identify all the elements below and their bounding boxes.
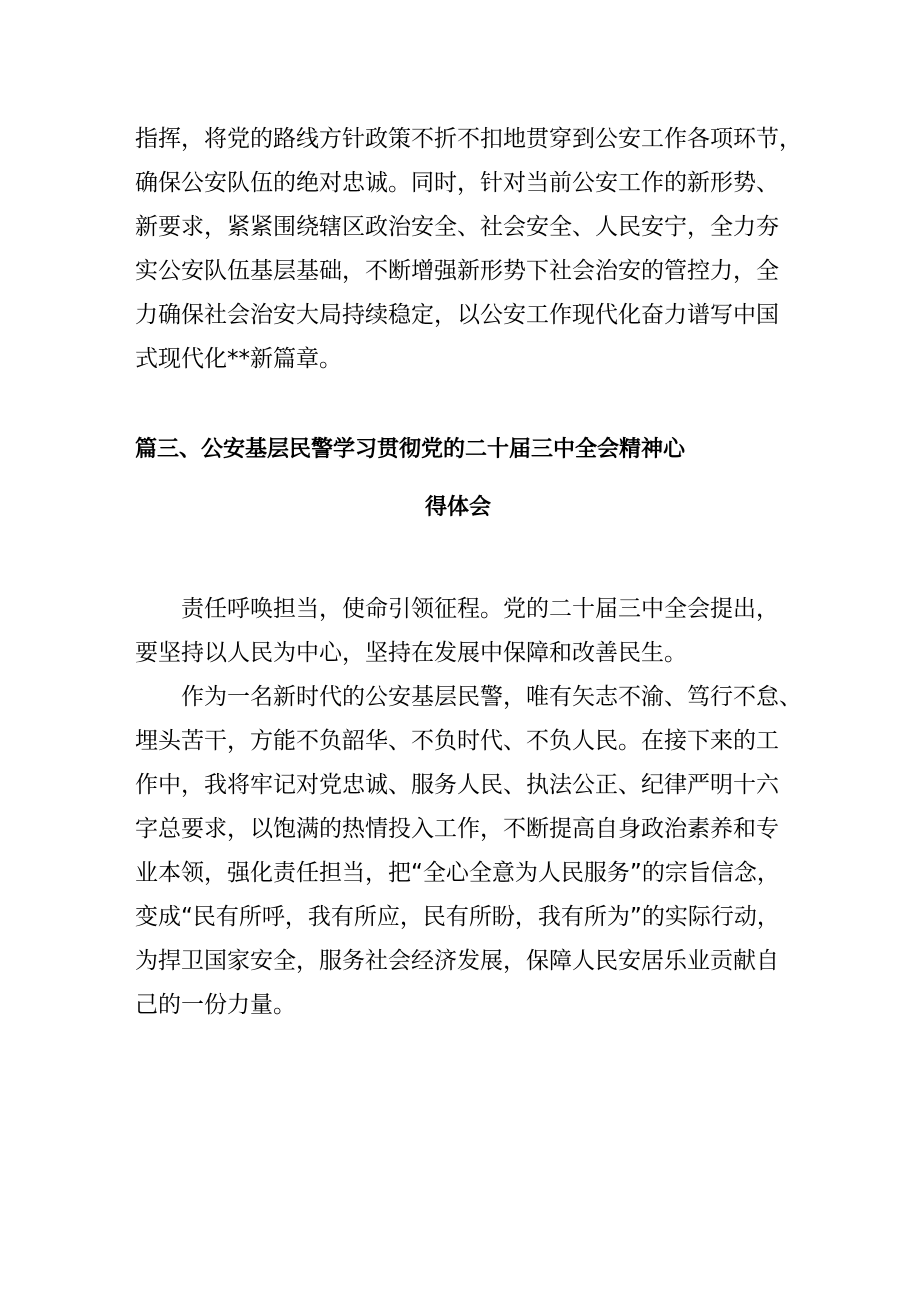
- text-line: 确保公安队伍的绝对忠诚。同时，针对当前公安工作的新形势、: [135, 170, 779, 196]
- text-line: 作为一名新时代的公安基层民警，唯有矢志不渝、笃行不怠、: [181, 684, 802, 710]
- text-line: 责任呼唤担当，使命引领征程。党的二十届三中全会提出，: [181, 596, 779, 622]
- text-line: 实公安队伍基层基础，不断增强新形势下社会治安的管控力，全: [135, 258, 779, 284]
- text-line: 力确保社会治安大局持续稳定，以公安工作现代化奋力谱写中国: [135, 302, 779, 328]
- text-line: 字总要求，以饱满的热情投入工作，不断提高自身政治素养和专: [135, 816, 779, 842]
- section-heading-line2: 得体会: [425, 495, 492, 520]
- text-line: 要坚持以人民为中心，坚持在发展中保障和改善民生。: [135, 640, 687, 666]
- text-line: 业本领，强化责任担当，把“全心全意为人民服务”的宗旨信念，: [135, 860, 780, 886]
- section-heading-line1: 篇三、公安基层民警学习贯彻党的二十届三中全会精神心: [135, 437, 686, 462]
- text-line: 指挥，将党的路线方针政策不折不扣地贯穿到公安工作各项环节，: [135, 126, 802, 152]
- text-line: 式现代化**新篇章。: [135, 346, 342, 372]
- text-line: 己的一份力量。: [135, 992, 296, 1018]
- text-line: 为捍卫国家安全，服务社会经济发展，保障人民安居乐业贡献自: [135, 948, 779, 974]
- text-line: 埋头苦干，方能不负韶华、不负时代、不负人民。在接下来的工: [135, 728, 779, 754]
- text-line: 变成“民有所呼，我有所应，民有所盼，我有所为”的实际行动，: [135, 904, 780, 930]
- text-line: 新要求，紧紧围绕辖区政治安全、社会安全、人民安宁，全力夯: [135, 214, 779, 240]
- text-line: 作中，我将牢记对党忠诚、服务人民、执法公正、纪律严明十六: [135, 772, 779, 798]
